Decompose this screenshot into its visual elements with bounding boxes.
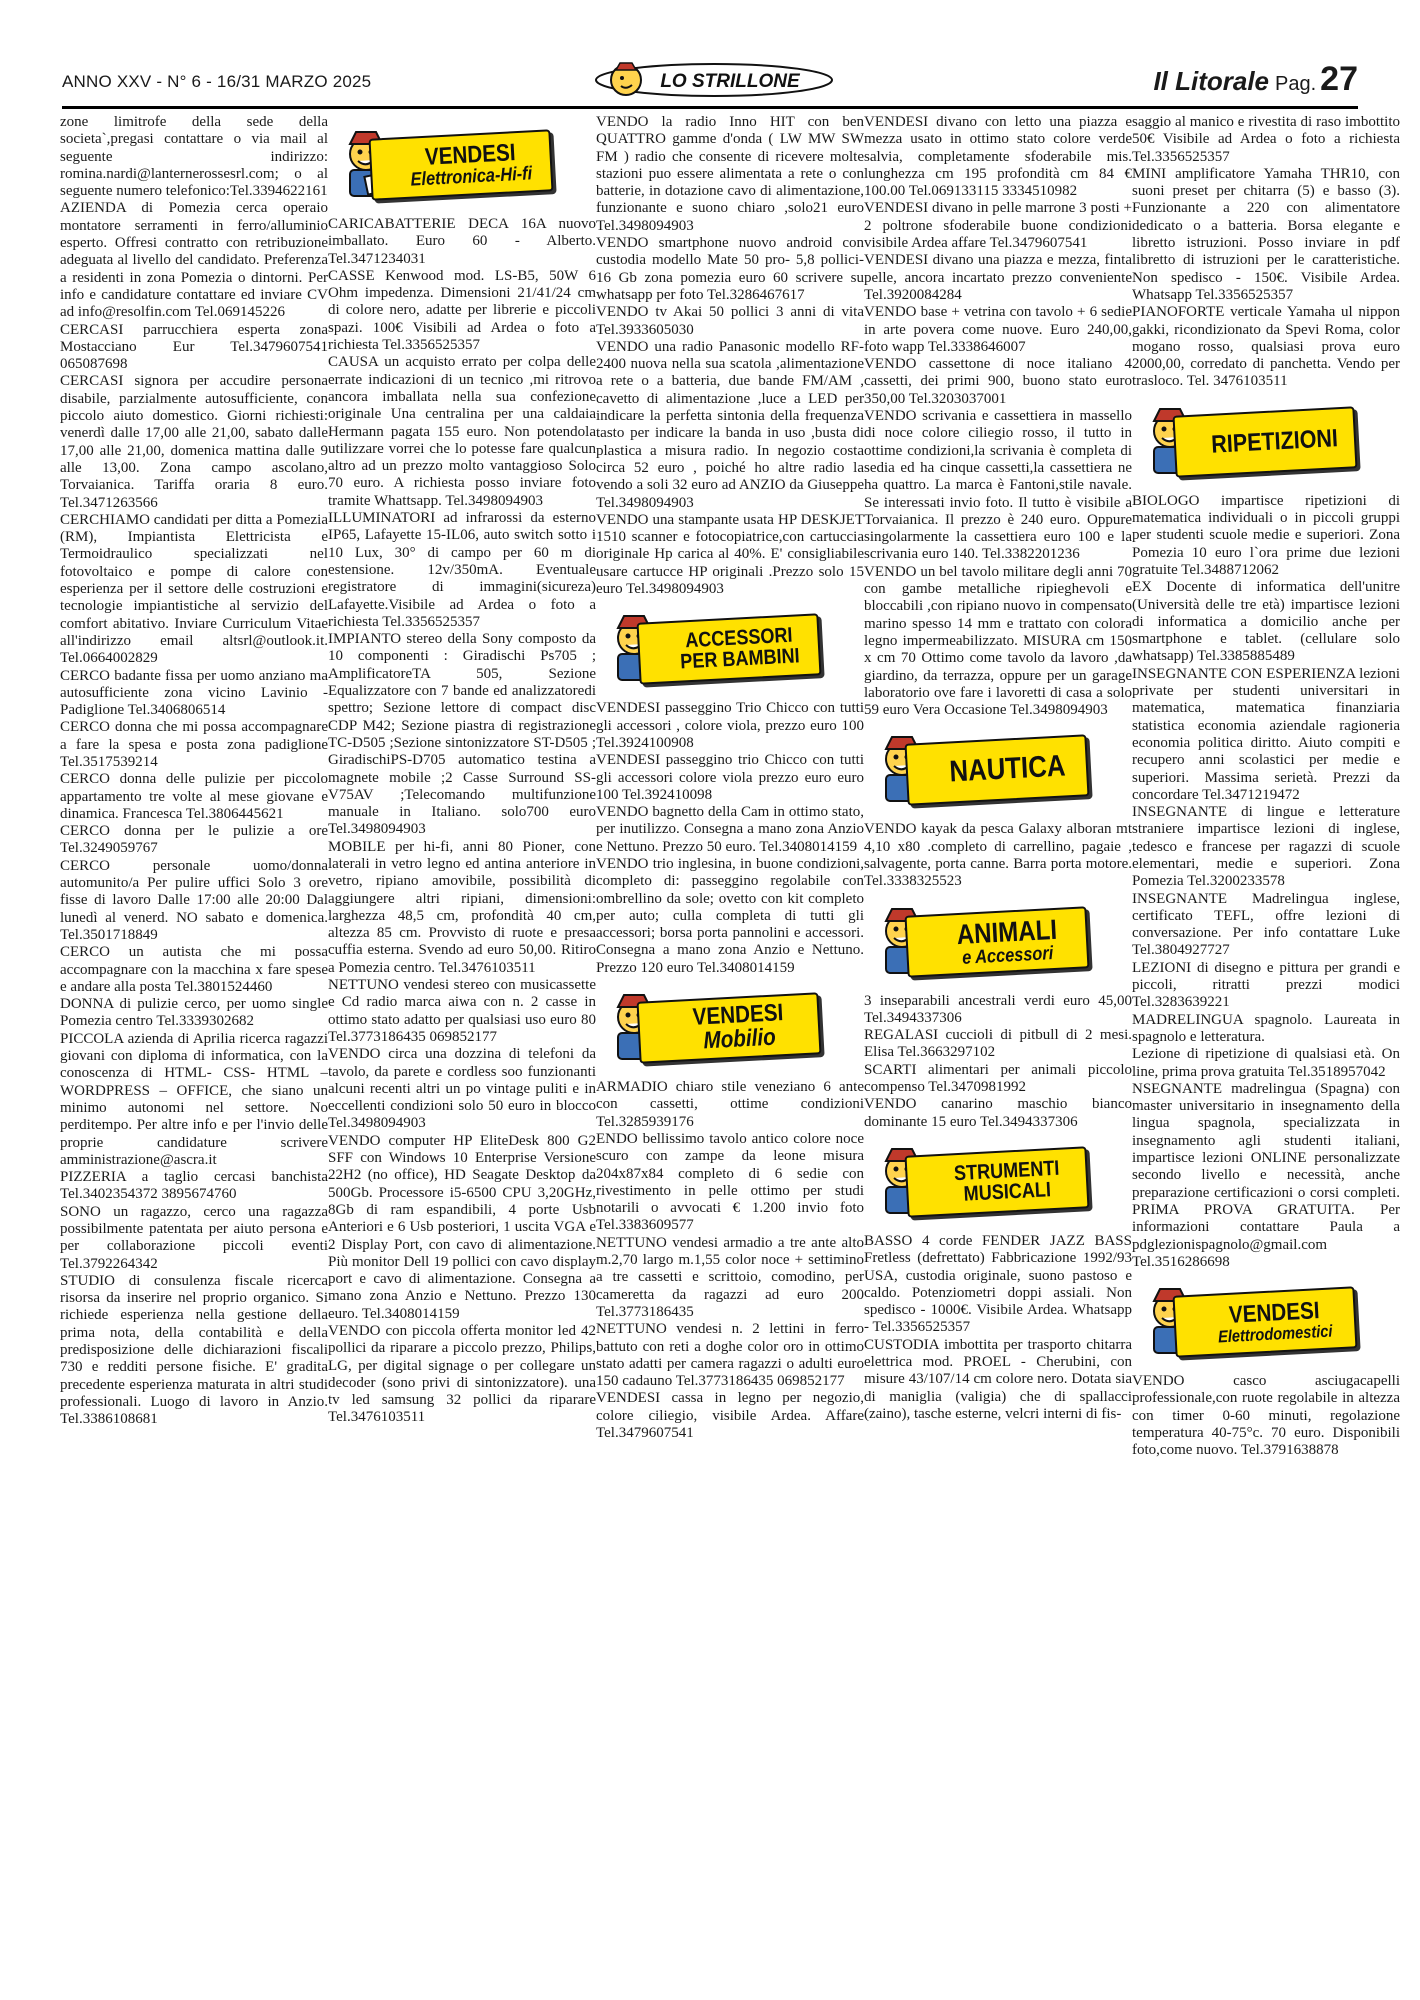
list-item: CERCO donna che mi possa accompagnare a fare la spesa e posta zona padiglione Tel.3517539214 xyxy=(60,719,328,770)
paper-name: Il Litorale xyxy=(1153,66,1270,96)
list-item: CERCO donna per le pulizie a ore Tel.3249059767 xyxy=(60,823,328,857)
list-item: PIZZERIA a taglio cercasi banchista Tel.3402354372 3895674760 xyxy=(60,1169,328,1203)
issue-info: ANNO XXV - N° 6 - 16/31 MARZO 2025 xyxy=(62,72,372,91)
banner-subtitle: e Accessori xyxy=(961,942,1054,968)
banner-flag xyxy=(1173,1286,1358,1357)
list-item: VENDO la radio Inno HIT con ben QUATTRO gamme d'onda ( LW MW SW FM ) radio che consente di ricevere molte stazioni puo essere alimentata a rete o con batterie, in dotazione cavo di alimentazione, funzionante e suono chiaro ,solo21 euro Tel.3498094903 xyxy=(596,114,864,234)
section-banner-strumenti xyxy=(872,1139,1084,1223)
column-1 xyxy=(60,114,328,1986)
list-item: NETTUNO vendesi armadio a tre ante alto m.2,70 largo m.1,55 color noce + settimino a tre cassetti e scrittoio, comodino, per cameretta da ragazzi ad euro 200 Tel.3773186435 xyxy=(596,1234,864,1320)
list-item: VENDO trio inglesina, in buone condizioni, completo di: passeggino regolabile con ombrellino da sole; ovetto con kit completo per auto; culla completa di tutti gli accessori; borsa porta pannolini e accessori. Consegna a mano zona Anzio e Nettuno. Prezzo 120 euro Tel.3408014159 xyxy=(596,855,864,976)
list-item: CERCO un autista che mi possa accompagnare con la macchina x fare spese e andare alla posta Tel.3801524460 xyxy=(60,944,328,995)
list-item: zone limitrofe della sede della societa`,pregasi contattare o via mail al seguente indirizzo: romina.nardi@lanternerossesrl.com; o al seguente numero telefonico:Tel.3394622161 xyxy=(60,114,328,200)
list-item: VENDESI passeggino Trio Chicco con tutti gli accessori , colore viola, prezzo euro 100 Tel.3924100908 xyxy=(596,700,864,751)
masthead-right xyxy=(1153,60,1358,99)
banner-flag xyxy=(637,614,822,685)
list-item: Lezione di ripetizione di qualsiasi età. On line, prima prova gratuita Tel.3518957042 xyxy=(1132,1046,1400,1080)
list-item: AZIENDA di Pomezia cerca operaio montatore serramenti in ferro/alluminio esperto. Offresi contratto con retribuzione adeguata al livello del candidato. Preferenza a residenti in zona Pomezia o dintorni. Per info e candidature contattare ed inviare CV ad info@resolfin.com Tel.069145226 xyxy=(60,200,328,321)
list-item: VENDO scrivania e cassettiera in massello di noce colore ciliegio rosso, il tutto in ottime condizioni,la scrivania è completa di sedia ed ha cinque cassetti,la cassettiera ne ha quattro. La marca è Fantoni,stile navale. Se interessati invio foto. Il tutto è visibile a Torvaianica. Il prezzo è 240 euro. Oppure singolarmente la cassettiera euro 100 e la scrivania euro 140. Tel.3382201236 xyxy=(864,408,1132,563)
column-5 xyxy=(1132,114,1400,1986)
banner-flag xyxy=(369,129,554,200)
banner-title: STRUMENTI xyxy=(953,1156,1060,1186)
list-item: NSEGNANTE madrelingua (Spagna) con master universitario in insegnamento della lingua spagnola, specializzata in insegnamento agli studenti italiani, impartisce lezioni ONLINE personalizzate secondo livello e necessità, anche preparazione certificazioni o corsi completi. PRIMA PROVA GRATUITA. Per informazioni contattare Paula a pdglezionispagnolo@gmail.com Tel.3516286698 xyxy=(1132,1080,1400,1270)
list-item: VENDESI divano in pelle marrone 3 posti + 2 poltrone sfoderabile buone condizioni visibile Ardea affare Tel.3479607541 xyxy=(864,200,1132,252)
list-item: CERCO badante fissa per uomo anziano ma autosufficiente zona vicino Lavinio - Padiglione Tel.3406806514 xyxy=(60,667,328,719)
logo-text: LO STRILLONE xyxy=(660,71,800,92)
list-item: BIOLOGO impartisce ripetizioni di matematica individuali o in piccoli gruppi per studenti scuole medie e superiori. Zona Pomezia 10 euro l`ora prime due lezioni gratuite Tel.3488712062 xyxy=(1132,492,1400,578)
banner-subtitle: PER BAMBINI xyxy=(679,644,800,674)
list-item: INSEGNANTE di lingue e letterature straniere impartisce lezioni di inglese, tedesco e francese per ragazzi di scuole elementari, medie e superiori. Zona Pomezia Tel.3200233578 xyxy=(1132,804,1400,890)
list-item: CUSTODIA imbottita per trasporto chitarra elettrica mod. PROEL - Cherubini, con misure 43/107/14 cm colore nero. Dotata sia di maniglia (valigia) che di spallacci (zaino), tasche esterne, velcri interni di fis- xyxy=(864,1336,1132,1422)
list-item: VENDO cassettone di noce italiano 4 cassetti, dei primi 900, buono stato euro 350,00 Tel.3203037001 xyxy=(864,356,1132,407)
list-item: MOBILE per hi-fi, anni 80 Pioner, con laterali in vetro legno ed antina anteriore in vetro, ripiano amovibile, possibilità di aggiungere altri ripiani, dimensioni: larghezza 48,5 cm, profondità 40 cm, altezza 85 cm. Provvisto di ruote e presa cuffia esterna. Svendo ad euro 50,00. Ritiro a Pomezia centro. Tel.3476103511 xyxy=(328,838,596,976)
list-item: VENDO un bel tavolo militare degli anni 70 con gambe metalliche ripieghevoli e bloccabili ,con ripiano nuovo in compensato marino spesso 14 mm e trattato con colora legno impermeabilizzato. MISURA cm 150 x cm 70 Ottimo come tavolo da lavoro ,da giardino, da terrazza, oppure per un garage laboratorio ove fare i lavoretti di casa a solo 59 euro Vera Occasione Tel.3498094903 xyxy=(864,563,1132,719)
banner-flag xyxy=(905,735,1090,806)
list-item: ENDO bellissimo tavolo antico colore noce scuro con zampe da leone misura 204x87x84 completo di 6 sedie con rivestimento in pelle ottimo per studi notarili o avvocati € 1.200 invio foto Tel.3383609577 xyxy=(596,1130,864,1234)
banner-title: RIPETIZIONI xyxy=(1210,423,1339,459)
list-item: 3 inseparabili ancestrali verdi euro 45,00 Tel.3494337306 xyxy=(864,992,1132,1026)
section-banner-accessori xyxy=(604,606,816,690)
list-item: SCARTI alimentari per animali piccolo compenso Tel.3470981992 xyxy=(864,1061,1132,1096)
list-item: PICCOLA azienda di Aprilia ricerca ragazzi giovani con diploma di informatica, con la conoscenza di HTML- CSS- HTML – WORDPRESS – OFFICE, che siano un minimo autonomi nel settore. No perditempo. Per altre info e per l'invio delle proprie candidature scrivere amministrazione@ascra.it xyxy=(60,1030,328,1168)
list-item: LEZIONI di disegno e pittura per grandi e piccoli, ritratti prezzi modici Tel.3283639221 xyxy=(1132,959,1400,1011)
list-item: VENDO tv Akai 50 pollici 3 anni di vita Tel.3933605030 xyxy=(596,304,864,338)
list-item: INSEGNANTE CON ESPERIENZA lezioni private per studenti universitari in matematica, matematica finanziaria statistica economia aziendale ragioneria economia politica diritto. Aiuto compiti e recupero anni scolastici per medie e superiori. Massima serietà. Prezzi da concordare Tel.3471219472 xyxy=(1132,665,1400,803)
list-item: saggio al manico e rivestita di raso imbottito 50€ Visibile ad Ardea o foto a richiesta Tel.3356525357 xyxy=(1132,114,1400,165)
banner-title: NAUTICA xyxy=(948,749,1066,789)
page-header xyxy=(62,58,1358,104)
list-item: MINI amplificatore Yamaha THR10, con suoni preset per chitarra (5) e basso (3). Funzionante a 220 con alimentatore dedicato o a batteria. Borsa elegante e libretto istruzioni. Posso inviare in pdf libretto di istruzioni per le caratteristiche. Non spedisco - 150€. Visibile Ardea. Whatsapp Tel.3356525357 xyxy=(1132,165,1400,303)
list-item: CERCHIAMO candidati per ditta a Pomezia (RM), Impiantista Elettricista e Termoidraulico specializzati nel fotovoltaico e pompe di calore con esperienza per il settore delle costruzioni e tecnologie impiantistiche al servizio del comfort abitativo. Inviare Curriculum Vitae all'indirizzo email altsrl@outlook.it. Tel.0664002829 xyxy=(60,511,328,667)
list-item: VENDO una radio Panasonic modello RF-2400 nuova nella sua scatola ,alimentazione a rete o a batteria, due bande FM/AM , cavetto di alimentazione ,luce a LED per indicare la perfetta sintonia della frequenza tasto per indicare la banda in uso ,busta di plastica a misura radio. In negozio costa circa 52 euro , poiché ho altre radio la vendo a soli 32 euro ad ANZIO da Giuseppe Tel.3498094903 xyxy=(596,338,864,511)
list-item: PIANOFORTE verticale Yamaha ul nippon gakki, ricondizionato da Spevi Roma, color mogano rosso, qualsiasi prova euro 2000,00, corredato di panchetta. Vendo per trasloco. Tel. 3476103511 xyxy=(1132,304,1400,390)
list-item: CERCO personale uomo/donna automunito/a Per pulire uffici Solo 3 ore fisse di lavoro Dalle 17:00 alle 20:00 Dal lunedì al venerd. NO sabato e domenica. Tel.3501718849 xyxy=(60,857,328,943)
list-item: DONNA di pulizie cerco, per uomo single Pomezia centro Tel.3339302682 xyxy=(60,996,328,1030)
list-item: VENDO bagnetto della Cam in ottimo stato, per inutilizzo. Consegna a mano zona Anzio e Nettuno. Prezzo 50 euro. Tel.3408014159 xyxy=(596,804,864,855)
list-item: CERCASI signora per accudire persona disabile, parzialmente autosufficiente, con piccolo aiuto domestico. Giorni richiesti: venerdì dalle 17,00 alle 21,00, sabato dalle 17,00 alle 21,00, domenica mattina dalle 9 alle 13,00. Zona campo ascolano, Torvaianica. Tariffa oraria 8 euro. Tel.3471263566 xyxy=(60,373,328,511)
list-item: CAUSA un acquisto errato per colpa delle errate indicazioni di un tecnico ,mi ritrovo ancora imballata nella sua confezione originale Una centralina per una caldaia Hermann pagata 155 euro. Non potendola utilizzare vorrei che lo potesse fare qualcun altro ad un prezzo molto vantaggioso Solo 70 euro. A richiesta posso inviare foto tramite Whattsapp. Tel.3498094903 xyxy=(328,354,596,509)
banner-flag xyxy=(1173,406,1358,477)
section-banner-ripetizioni xyxy=(1140,399,1352,483)
list-item: VENDO base + vetrina con tavolo + 6 sedie in arte povera come nuove. Euro 240,00, foto wapp Tel.3338646007 xyxy=(864,304,1132,355)
list-item: VENDO smartphone nuovo android con custodia modello Mate 50 pro- 5,8 pollici- 16 Gb zona pomezia euro 60 scrivere su whatsapp per foto Tel.3286467617 xyxy=(596,235,864,303)
list-item: ARMADIO chiaro stile veneziano 6 ante con cassetti, ottime condizioni Tel.3285939176 xyxy=(596,1079,864,1130)
list-item: VENDO con piccola offerta monitor led 42 pollici da riparare a piccolo prezzo, Philips, LG, per digital signage o per collegare un decoder (sono privi di sintonizzatore). una tv led samsung 32 pollici da riparare Tel.3476103511 xyxy=(328,1323,596,1426)
list-item: NETTUNO vendesi stereo con musicassette e Cd radio marca aiwa con n. 2 casse in ottimo stato adatto per qualsiasi uso euro 80 Tel.3773186435 069852177 xyxy=(328,977,596,1045)
banner-flag xyxy=(637,992,822,1063)
list-item: MADRELINGUA spagnolo. Laureata in spagnolo e letteratura. xyxy=(1132,1011,1400,1045)
banner-subtitle: MUSICALI xyxy=(963,1178,1052,1206)
list-item: VENDO casco asciugacapelli professionale,con ruote regolabile in altezza con timer 0-60 minuti, regolazione temperatura 40-75°c. 70 euro. Disponibili foto,come nuovo. Tel.3791638878 xyxy=(1132,1373,1400,1459)
section-banner-nautica xyxy=(872,727,1084,811)
list-item: VENDESI cassa in legno per negozio, colore ciliegio, visibile Ardea. Affare Tel.3479607541 xyxy=(596,1390,864,1441)
banner-flag xyxy=(905,1146,1090,1217)
page-number: 27 xyxy=(1320,60,1358,98)
header-rule xyxy=(62,106,1358,109)
banner-title: ACCESSORI xyxy=(684,624,793,653)
page-label: Pag. xyxy=(1275,73,1317,95)
column-4 xyxy=(864,114,1132,1986)
list-item: VENDESI divano una piazza e mezza, finta pelle, ancora incartato prezzo conveniente Tel.3920084284 xyxy=(864,252,1132,303)
section-banner-animali xyxy=(872,899,1084,983)
list-item: VENDO una stampante usata HP DESKJET 1510 scanner e fotocopiatrice,con cartuccia originale Hp carica al 40%. E' consigliabile usare cartucce HP originali .Prezzo solo 15 euro Tel.3498094903 xyxy=(596,511,864,598)
banner-title: VENDESI xyxy=(1228,1296,1321,1329)
list-item: REGALASI cuccioli di pitbull di 2 mesi. Elisa Tel.3663297102 xyxy=(864,1027,1132,1061)
lo-strillone-logo xyxy=(592,58,836,102)
list-item: INSEGNANTE Madrelingua inglese, certificato TEFL, offre lezioni di conversazione. Per info contattare Luke Tel.3804927727 xyxy=(1132,890,1400,959)
list-item: VENDESI passeggino trio Chicco con tutti gli accessori colore viola prezzo euro euro 100 Tel.392410098 xyxy=(596,752,864,803)
list-item: IMPIANTO stereo della Sony composto da 10 componenti : Giradischi Ps705 ; AmplificatoreTA 505, Sezione Equalizzatore con 7 bande ed analizzatoredi spettro; Sezione lettore di compact disc CDP M42; Sezione piastra di registrazione TC-D505 ;Sezione sintonizzatore ST-D505 ; GiradischiPS-D705 automatico testina a magnete mobile ;2 Casse Surround SS-V75AV ;Telecomando multifunzione manuale in Italiano. solo700 euro Tel.3498094903 xyxy=(328,631,596,838)
list-item: ILLUMINATORI ad infrarossi da esterno IP65, Lafayette 15-IL06, auto switch sotto i 10 Lux, 30° di campo per 60 m di estensione. 12v/350mA. Eventuale registratore di immagini(sicureza) Lafayette.Visibile ad Ardea o foto a richiesta Tel.3356525357 xyxy=(328,510,596,630)
list-item: VENDO circa una dozzina di telefoni da tavolo, da parete e cordless soo funzionanti alcuni recenti altri un po vintage puliti e in eccellenti condizioni solo 50 euro in blocco Tel.3498094903 xyxy=(328,1046,596,1132)
banner-subtitle: Elettronica-Hi-fi xyxy=(410,162,533,191)
banner-flag xyxy=(905,906,1090,977)
list-item: SONO un ragazzo, cerco una ragazza possibilmente patentata per aiuto persona e per collaborazione piccoli eventi Tel.3792264342 xyxy=(60,1203,328,1272)
list-item: CERCASI parrucchiera esperta zona Mostacciano Eur Tel.3479607541 065087698 xyxy=(60,321,328,373)
list-item: VENDO computer HP EliteDesk 800 G2 SFF con Windows 10 Enterprise Versione 22H2 (no office), HD Seagate Desktop da 500Gb. Processore i5-6500 CPU 3,20GHz, 8Gb di ram espandibili, 4 porte Usb Anteriori e 6 Usb posteriori, 1 uscita VGA e 2 Display Port, con cavo di alimentazione. Più monitor Dell 19 pollici con cavo display port e cavo di alimentazione. Consegna a mano zona Anzio e Nettuno. Prezzo 130 euro. Tel.3408014159 xyxy=(328,1132,596,1322)
list-item: CASSE Kenwood mod. LS-B5, 50W 6 Ohm impedenza. Dimensioni 21/41/24 cm di colore nero, adatte per librerie e piccoli spazi. 100€ Visibili ad Ardea o foto a richiesta Tel.3356525357 xyxy=(328,267,596,354)
banner-subtitle: Mobilio xyxy=(702,1023,777,1055)
column-3 xyxy=(596,114,864,1986)
banner-title: VENDESI xyxy=(692,999,785,1031)
banner-title: VENDESI xyxy=(424,138,517,171)
list-item: VENDESI divano con letto una piazza e mezza usato in ottimo stato colore verde salvia, completamente sfoderabile mis. lunghezza cm 195 profondità cm 84 € 100.00 Tel.069133115 3334510982 xyxy=(864,114,1132,200)
list-item: EX Docente di informatica dell'unitre (Università delle tre età) impartisce lezioni di informatica a domicilio anche per smartphone e tablet. (cellulare solo whatsapp) Tel.3385885489 xyxy=(1132,579,1400,665)
list-item: STUDIO di consulenza fiscale ricerca risorsa da inserire nel proprio organico. Si richiede esperienza nella gestione della prima nota, della contabilità e della predisposizione delle dichiarazioni fiscali 730 e redditi persone fisiche. E' gradita precedente esperienza maturata in altri studi professionali. Luogo di lavoro in Anzio. Tel.3386108681 xyxy=(60,1272,328,1428)
section-banner-mobilio xyxy=(604,985,816,1069)
list-item: BASSO 4 corde FENDER JAZZ BASS Fretless (defrettato) Fabbricazione 1992/93 USA, custodia originale, suono pastoso e caldo. Potenziometri doppi assiali. Non spedisco - 1000€. Visibile Ardea. Whatsapp - Tel.3356525357 xyxy=(864,1232,1132,1336)
column-2 xyxy=(328,114,596,1986)
section-banner-elettrodomestici xyxy=(1140,1279,1352,1363)
banner-subtitle: Elettrodomestici xyxy=(1217,1321,1334,1347)
list-item: CERCO donna delle pulizie per piccolo appartamento tre volte al mese giovane e dinamica. Francesca Tel.3806445621 xyxy=(60,771,328,822)
list-item: NETTUNO vendesi n. 2 lettini in ferro battuto con reti a doghe color oro in ottimo stato adatti per camera ragazzi o adulti euro 150 cadauno Tel.3773186435 069852177 xyxy=(596,1321,864,1390)
section-banner-elettronica xyxy=(336,122,548,206)
banner-title: ANIMALI xyxy=(955,912,1058,950)
list-item: VENDO kayak da pesca Galaxy alboran mt 4,10 x80 .completo di carrellino, pagaie , salvagente, porta canne. Barra porta motore. Tel.3338325523 xyxy=(864,821,1132,890)
list-item: CARICABATTERIE DECA 16A nuovo imballato. Euro 60 - Alberto. Tel.3471234031 xyxy=(328,216,596,267)
list-item: VENDO canarino maschio bianco dominante 15 euro Tel.3494337306 xyxy=(864,1096,1132,1130)
